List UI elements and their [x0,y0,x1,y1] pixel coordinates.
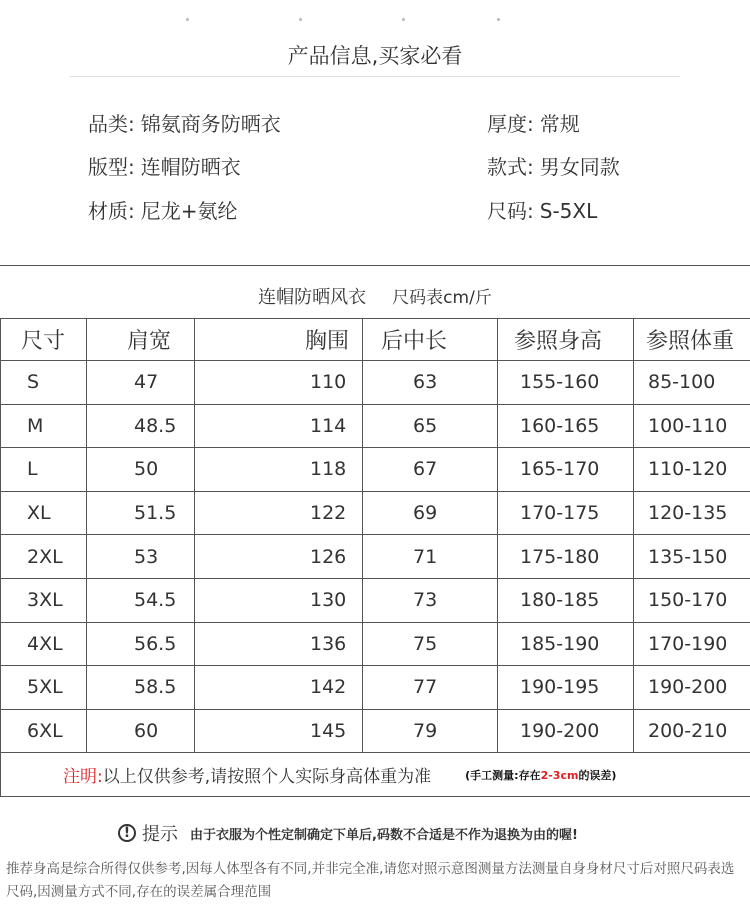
table-cell: 190-200 [498,709,634,753]
table-cell: 100-110 [634,404,750,448]
table-cell: 120-135 [634,491,750,535]
info-thickness [487,108,580,137]
tip-label: 提示 [142,824,178,845]
tip-banner [118,820,578,846]
table-cell: 170-190 [634,622,750,666]
page-title: 产品信息,买家必看 [287,44,463,68]
table-cell: 60 [87,709,195,753]
table-row [1,709,750,753]
info-style-value: 男女同款 [539,155,620,179]
info-thickness-value: 常规 [539,112,580,136]
table-cell: 145 [195,709,363,753]
info-fit-label: 版型: [88,155,135,179]
table-cell: 170-175 [498,491,634,535]
column-header: 肩宽 [87,319,195,361]
info-category-label: 品类: [88,112,135,136]
column-header: 尺寸 [1,319,87,361]
info-category [88,108,281,137]
table-row [1,578,750,622]
table-cell: 180-185 [498,578,634,622]
table-cell: 150-170 [634,578,750,622]
info-category-value: 锦氨商务防晒衣 [140,112,281,136]
section-divider [0,265,750,266]
exclamation-circle-icon: ! [118,824,136,842]
info-size-label: 尺码: [487,199,534,223]
table-title [0,283,750,309]
disclaimer-text: 推荐身高是综合所得仅供参考,因每人体型各有不同,并非完全准,请您对照示意图测量方法测量自身身材尺寸后对照尺码表选尺码,因测量方式不同,存在的误差属合理范围 [6,861,735,900]
table-cell: 165-170 [498,448,634,492]
table-cell: L [1,448,87,492]
measure-note-prefix: (手工测量:存在 [465,768,541,782]
table-cell: 175-180 [498,535,634,579]
table-row [1,535,750,579]
table-cell: 200-210 [634,709,750,753]
header-divider [70,76,680,77]
table-cell: 114 [195,404,363,448]
size-table [0,318,750,797]
table-cell: 71 [363,535,498,579]
table-cell: 51.5 [87,491,195,535]
table-cell: 5XL [1,666,87,710]
table-row [1,448,750,492]
table-cell: 56.5 [87,622,195,666]
measure-note [465,767,616,783]
table-row [1,666,750,710]
table-cell: 190-195 [498,666,634,710]
table-cell: 118 [195,448,363,492]
table-row [1,622,750,666]
decorative-dots [0,18,750,22]
column-header: 后中长 [363,319,498,361]
table-row [1,491,750,535]
note-text: 以上仅供参考,请按照个人实际身高体重为准 [102,767,432,788]
table-cell: 110-120 [634,448,750,492]
table-cell: 75 [363,622,498,666]
table-cell: 67 [363,448,498,492]
info-size-range [487,195,597,224]
info-fit-value: 连帽防晒衣 [140,155,241,179]
table-cell: 130 [195,578,363,622]
info-material-value: 尼龙+氨纶 [140,199,238,223]
note-label: 注明: [63,767,103,788]
measure-note-suffix: 的误差) [578,768,617,782]
table-title-main: 连帽防晒风衣 [258,287,367,308]
table-cell: 77 [363,666,498,710]
table-cell: 79 [363,709,498,753]
column-header: 胸围 [195,319,363,361]
table-cell: 3XL [1,578,87,622]
table-cell: 4XL [1,622,87,666]
table-cell: 6XL [1,709,87,753]
info-style [487,151,620,180]
column-header: 参照体重 [634,319,750,361]
table-cell: 50 [87,448,195,492]
table-cell: M [1,404,87,448]
table-cell: 85-100 [634,361,750,405]
table-cell: 2XL [1,535,87,579]
table-header-row [1,319,750,361]
note-row [1,753,750,797]
table-cell: 47 [87,361,195,405]
table-cell: 160-165 [498,404,634,448]
table-cell: 155-160 [498,361,634,405]
measure-note-range: 2-3cm [540,768,579,782]
info-material-label: 材质: [88,199,135,223]
table-cell: 63 [363,361,498,405]
tip-text: 由于衣服为个性定制确定下单后,码数不合适是不作为退换为由的喔! [190,827,578,843]
table-row [1,404,750,448]
table-cell: 48.5 [87,404,195,448]
info-fit [88,151,241,180]
table-cell: 142 [195,666,363,710]
table-cell: 73 [363,578,498,622]
info-thickness-label: 厚度: [487,112,534,136]
table-cell: 135-150 [634,535,750,579]
column-header: 参照身高 [498,319,634,361]
table-cell: 185-190 [498,622,634,666]
table-cell: 65 [363,404,498,448]
table-cell: 190-200 [634,666,750,710]
table-cell: 58.5 [87,666,195,710]
table-cell: 54.5 [87,578,195,622]
info-size-value: S-5XL [539,199,598,223]
table-cell: XL [1,491,87,535]
table-cell: 110 [195,361,363,405]
table-cell: 53 [87,535,195,579]
info-style-label: 款式: [487,155,534,179]
table-cell: 136 [195,622,363,666]
note-cell [1,753,750,797]
table-cell: 126 [195,535,363,579]
table-cell: 69 [363,491,498,535]
table-cell: S [1,361,87,405]
table-title-unit: 尺码表cm/斤 [392,288,492,308]
table-row [1,361,750,405]
table-cell: 122 [195,491,363,535]
info-material [88,195,238,224]
